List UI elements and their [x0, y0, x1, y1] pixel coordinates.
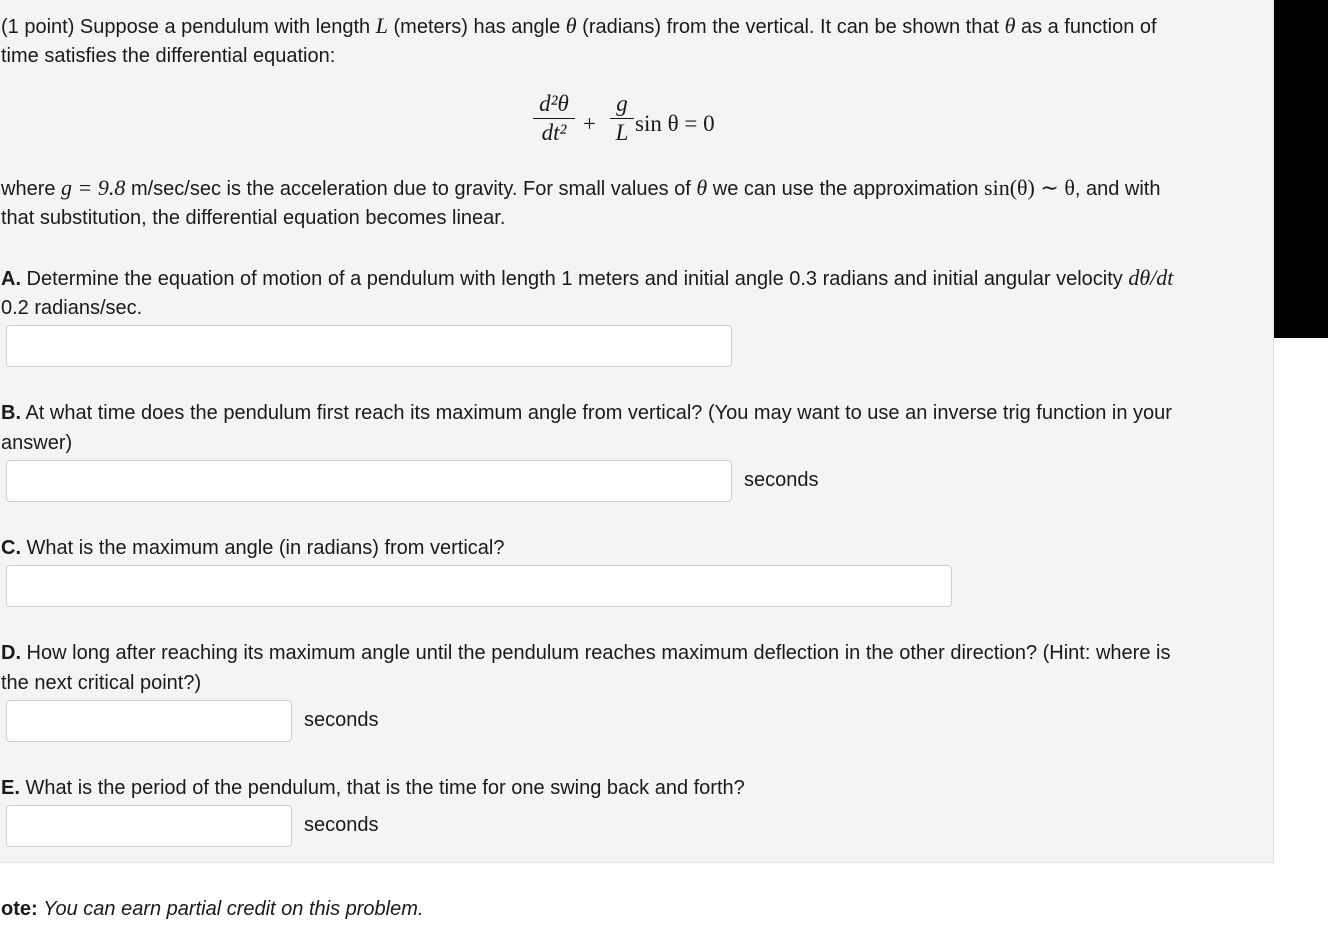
part-d-question: D. How long after reaching its maximum angle until the pendulum reaches maximum deflection in the other direction? (Hint: where is	[1, 642, 1171, 664]
part-c-answer-input[interactable]	[6, 565, 952, 607]
part-a-question-line-2: 0.2 radians/sec.	[1, 297, 143, 319]
part-e-answer-input[interactable]	[6, 805, 292, 847]
explanation-line-1: where g = 9.8 m/sec/sec is the acceleration due to gravity. For small values of θ we can use the approximation sin(θ) ∼ θ, and with	[1, 175, 1161, 200]
part-b-question: B. At what time does the pendulum first reach its maximum angle from vertical? (You may want to use an inverse trig function in your	[1, 402, 1172, 424]
part-c-question: C. What is the maximum angle (in radians) from vertical?	[1, 537, 505, 559]
part-d-unit: seconds	[304, 709, 379, 731]
sine-term: sin θ = 0	[635, 111, 715, 136]
part-d-answer-input[interactable]	[6, 700, 292, 742]
partial-credit-note: ote: You can earn partial credit on this problem.	[1, 898, 424, 920]
gravity-value: g = 9.8	[61, 175, 126, 200]
var-L: L	[375, 13, 388, 38]
var-theta-3: θ	[696, 175, 708, 200]
part-e-question: E. What is the period of the pendulum, that is the time for one swing back and forth?	[1, 777, 745, 799]
intro-line-1: (1 point) Suppose a pendulum with length L (meters) has angle θ (radians) from the vertical. It can be shown that θ as a function of	[1, 13, 1157, 38]
plus-sign: +	[583, 111, 596, 136]
part-a-question: A. Determine the equation of motion of a pendulum with length 1 meters and initial angle 0.3 radians and initial angular velocity dθ/dt	[1, 265, 1174, 290]
part-a-answer-input[interactable]	[6, 325, 732, 367]
g-over-L-fraction: g L	[610, 90, 634, 147]
part-b-unit: seconds	[744, 469, 819, 491]
var-theta: θ	[565, 13, 577, 38]
second-derivative-fraction: d²θ dt²	[533, 90, 575, 147]
black-overlay	[1274, 0, 1328, 338]
small-angle-approx: sin(θ) ∼ θ	[984, 175, 1075, 200]
var-theta-2: θ	[1004, 13, 1016, 38]
intro-line-2: time satisfies the differential equation:	[1, 45, 336, 67]
part-d-question-line-2: the next critical point?)	[1, 672, 202, 694]
angular-velocity-deriv: dθ/dt	[1128, 265, 1174, 290]
explanation-line-2: that substitution, the differential equation becomes linear.	[1, 207, 506, 229]
part-b-question-line-2: answer)	[1, 432, 73, 454]
part-b-answer-input[interactable]	[6, 460, 732, 502]
part-e-unit: seconds	[304, 814, 379, 836]
